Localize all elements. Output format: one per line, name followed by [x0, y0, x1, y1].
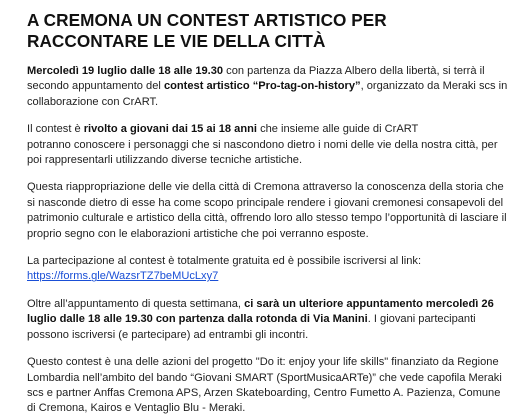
paragraph-text: , organizzato da Meraki scs in collaborazione con CrART.: [27, 80, 508, 108]
paragraph-text: con partenza da Piazza Albero della libertà, si terrà il secondo appuntamento del: [27, 65, 485, 93]
paragraph-registration: [27, 254, 511, 285]
target-age-text: rivolto a giovani dai 15 ai 18 anni: [83, 123, 257, 136]
event-date-text: Mercoledì 19 luglio dalle 18 alle 19.30: [27, 65, 224, 77]
paragraph-text: . I giovani partecipanti possono iscriversi (e partecipare) ad entrambi gli incontri.: [27, 313, 476, 341]
paragraph-target-audience: [27, 122, 511, 168]
registration-form-link[interactable]: https://forms.gle/WazsrTZ7beMUcLxy7: [27, 270, 219, 283]
paragraph-text: Il contest è: [27, 123, 84, 136]
article-title: A CREMONA UN CONTEST ARTISTICO PER RACCONTARE LE VIE DELLA CITTÀ: [27, 10, 387, 51]
paragraph-text: che insieme alle guide di CrART: [256, 123, 419, 136]
paragraph-text: Questo contest è una delle azioni del progetto "Do it: enjoy your life skills" finanziato da Regione Lombardia nell’ambito del bando “Giovani SMART (SportMusicaARTe)” che vede capofila Meraki scs e partner Anffas Cremona APS, Arzen Skateboarding, Centro Fumetto A. Pazienza, Comune di Cremona, Kairos e Ventaglio Blu - Meraki.: [27, 356, 502, 415]
paragraph-second-meeting: [27, 297, 511, 343]
paragraph-text: potranno conoscere i personaggi che si nascondono dietro i nomi delle vie della nostra città, per poi rappresentarli utilizzando diverse tecniche artistiche.: [27, 138, 498, 167]
paragraph-purpose: [27, 180, 511, 242]
contest-name-text: contest artistico “Pro-tag-on-history”: [163, 80, 361, 93]
paragraph-text: Oltre all’appuntamento di questa settimana,: [27, 297, 245, 310]
paragraph-text: Questa riappropriazione delle vie della città di Cremona attraverso la conoscenza della storia che si nasconde dietro di esse ha come scopo principale rendere i giovani cremonesi consapevoli del patrimonio culturale e artistico della città, offrendo loro allo stesso tempo l’opportunità di lasciare il proprio segno con le elaborazioni artistiche che poi verranno esposte.: [27, 181, 507, 240]
second-meeting-text: ci sarà un ulteriore appuntamento mercoledì 26 luglio dalle 18 alle 19.30 con partenza dalla rotonda di Via Manini: [27, 297, 494, 326]
paragraph-text: La partecipazione al contest è totalmente gratuita ed è possibile iscriversi al link:: [27, 255, 422, 268]
paragraph-event-date: [27, 64, 511, 110]
paragraph-project-info: [27, 355, 511, 417]
